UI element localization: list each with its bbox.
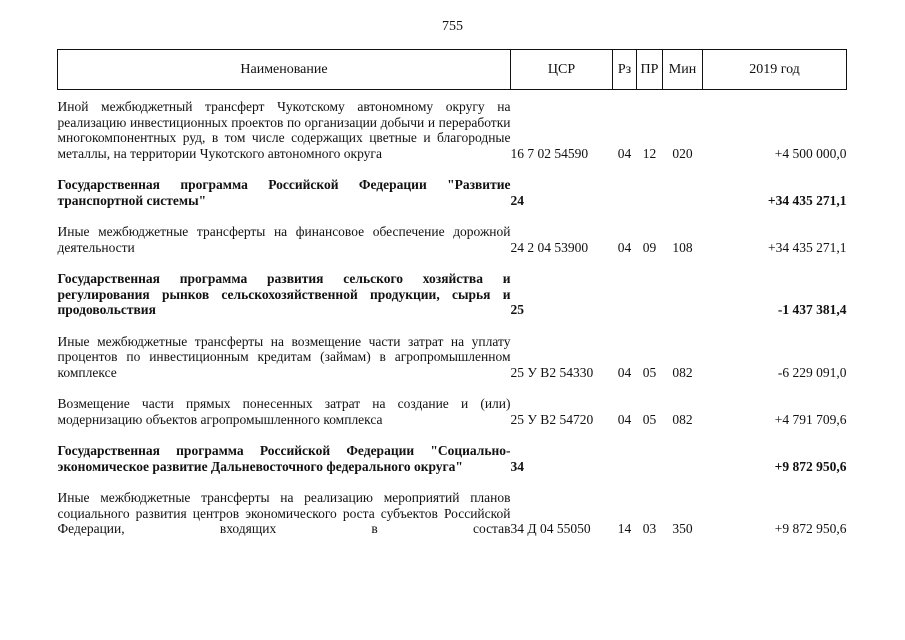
table-row [58, 99, 847, 161]
row-csr: 16 7 02 54590 [510, 145, 589, 161]
row-name: Возмещение части прямых понесенных затрат на создание и (или) модернизацию объектов агропромышленного комплекса [57, 396, 511, 427]
row-amount: +9 872 950,6 [774, 521, 847, 536]
row-rz [613, 177, 637, 208]
row-pr [637, 271, 663, 318]
row-min [663, 271, 703, 318]
row-rz [613, 271, 637, 318]
header-name: Наименование [58, 50, 511, 90]
row-min: 108 [672, 239, 693, 255]
row-pr: 03 [642, 521, 657, 536]
budget-table [57, 49, 847, 537]
row-min [663, 177, 703, 208]
header-csr: ЦСР [511, 50, 613, 90]
table-row [58, 443, 847, 474]
row-name: Государственная программа развития сельского хозяйства и регулирования рынков сельскохозяйственной продукции, сырья и продовольствия [57, 271, 511, 317]
row-pr [637, 443, 663, 474]
header-year: 2019 год [703, 50, 847, 90]
table-row [58, 396, 847, 427]
row-rz: 04 [617, 364, 632, 380]
row-amount: +9 872 950,6 [774, 458, 847, 474]
row-name: Иные межбюджетные трансферты на возмещение части затрат на уплату процентов по инвестиционным кредитам (займам) в агропромышленном комплексе [57, 333, 511, 380]
row-min: 350 [672, 521, 693, 536]
row-rz: 04 [617, 145, 632, 161]
row-amount: +4 791 709,6 [774, 411, 847, 427]
row-name: Иной межбюджетный трансферт Чукотскому автономному округу на реализацию инвестиционных проектов по организации добычи и переработки многокомпонентных руд, в том числе содержащих цветные и благородные металлы, на территории Чукотского автономного округа [57, 99, 511, 161]
row-amount: -1 437 381,4 [777, 302, 847, 317]
header-pr: ПР [637, 50, 663, 90]
row-pr: 05 [642, 364, 657, 380]
table-row [58, 334, 847, 381]
table-row [58, 224, 847, 255]
row-rz [613, 443, 637, 474]
row-amount: -6 229 091,0 [777, 364, 847, 380]
row-name: Государственная программа Российской Федерации "Социально-экономическое развитие Дальневосточного федерального округа" [57, 443, 511, 474]
row-name: Государственная программа Российской Федерации "Развитие транспортной системы" [57, 177, 511, 208]
row-min: 082 [672, 364, 693, 380]
row-csr: 34 Д 04 55050 [510, 521, 591, 536]
header-rz: Рз [613, 50, 637, 90]
row-csr: 24 2 04 53900 [510, 239, 589, 255]
row-min: 020 [672, 145, 693, 161]
row-min [663, 443, 703, 474]
row-csr: 34 [510, 458, 524, 474]
row-name: Иные межбюджетные трансферты на реализацию мероприятий планов социального развития центров экономического роста субъектов Российской Федерации, входящих в состав [57, 490, 511, 536]
row-rz: 04 [617, 411, 632, 427]
row-pr [637, 177, 663, 208]
row-csr: 25 У В2 54330 [510, 364, 594, 380]
row-amount: +34 435 271,1 [767, 192, 847, 208]
header-min: Мин [663, 50, 703, 90]
table-header-row [58, 50, 847, 90]
row-name: Иные межбюджетные трансферты на финансовое обеспечение дорожной деятельности [57, 224, 511, 255]
table-row [58, 490, 847, 537]
row-csr: 25 [510, 302, 524, 317]
row-amount: +34 435 271,1 [768, 239, 847, 255]
row-min: 082 [672, 411, 693, 427]
row-csr: 25 У В2 54720 [510, 411, 594, 427]
row-amount: +4 500 000,0 [774, 145, 847, 161]
table-row [58, 177, 847, 208]
row-rz: 14 [617, 521, 632, 536]
page-number: 755 [442, 19, 463, 34]
row-pr: 09 [642, 239, 657, 255]
table-row [58, 271, 847, 318]
row-pr: 12 [642, 145, 657, 161]
row-pr: 05 [642, 411, 657, 427]
row-rz: 04 [617, 239, 632, 255]
row-csr: 24 [510, 192, 524, 208]
